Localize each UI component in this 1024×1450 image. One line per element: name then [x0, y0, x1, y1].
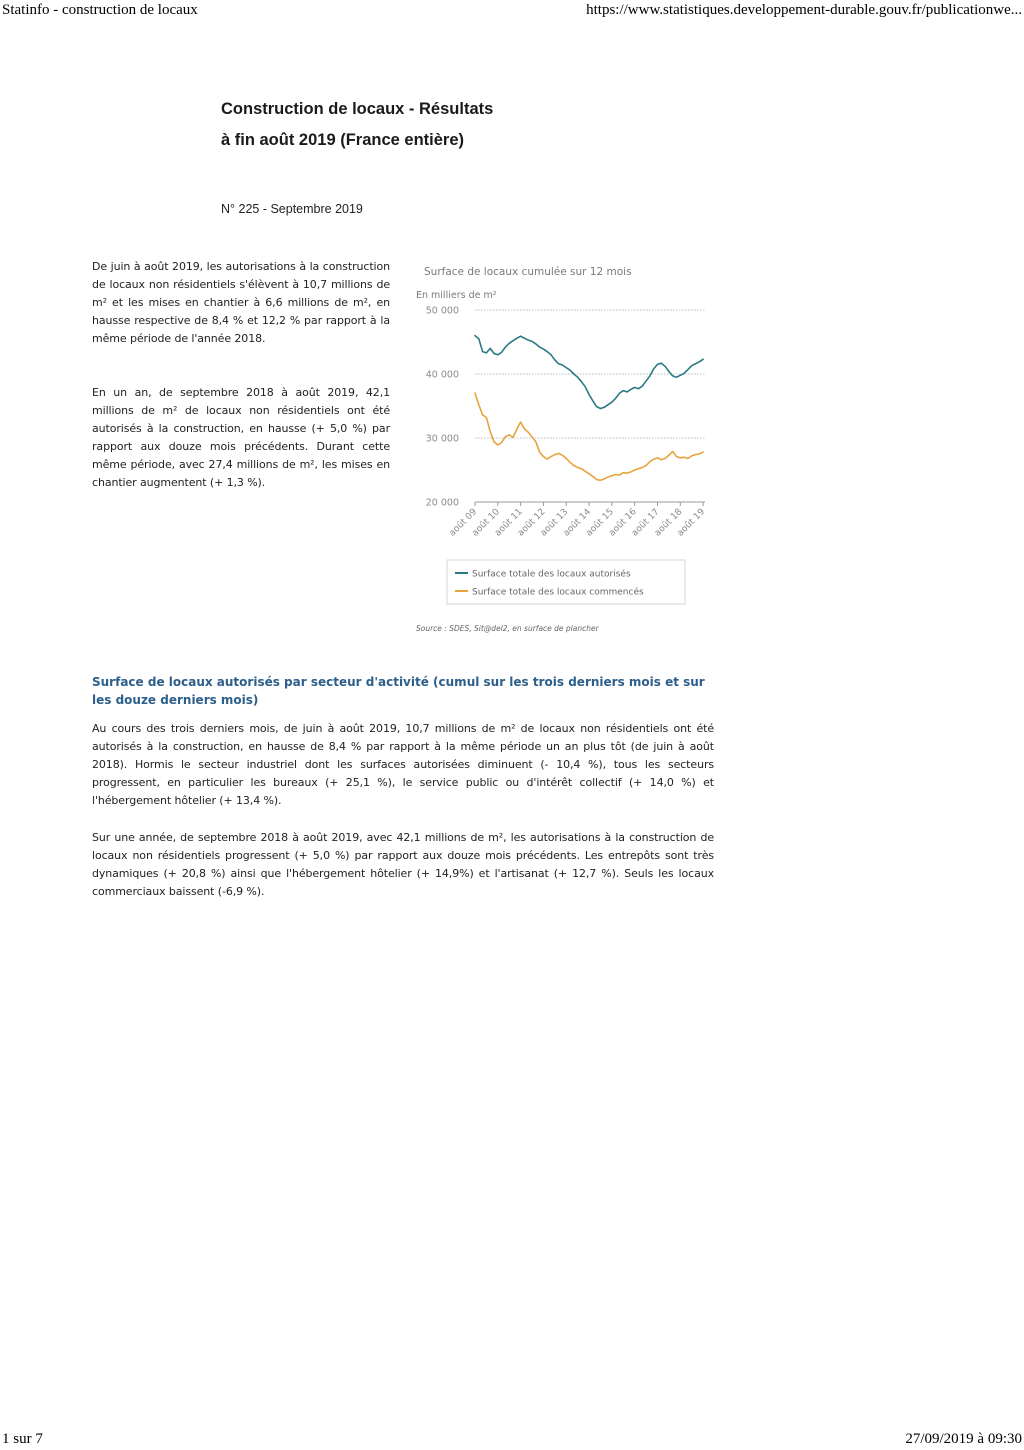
x-tick-label: août 19 — [675, 507, 708, 539]
page-title — [221, 94, 601, 156]
chart-source: Source : SDES, Sit@del2, en surface de plancher — [416, 624, 599, 633]
intro-paragraph-2: En un an, de septembre 2018 à août 2019, 42,1 millions de m² de locaux non résidentiels ont été autorisés à la construction, en hausse (+ 5,0 %) par rapport aux douze mois précédents. Durant cette même période, avec 27,4 millions de m², les mises en chantier augmentent (+ 1,3 %). — [92, 386, 390, 489]
x-tick-label: août 12 — [516, 507, 548, 539]
legend-label-started: Surface totale des locaux commencés — [472, 587, 644, 598]
x-tick-label: août 10 — [470, 507, 502, 539]
chart-svg — [405, 258, 725, 638]
x-tick-label: août 16 — [607, 507, 639, 539]
page-url[interactable]: https://www.statistiques.developpement-durable.gouv.fr/publicationwe... — [586, 2, 1022, 18]
page-title-line-2: à fin août 2019 (France entière) — [221, 131, 464, 149]
chart-y-ticks — [426, 306, 459, 509]
body-paragraph-2: Sur une année, de septembre 2018 à août 2019, avec 42,1 millions de m², les autorisations à la construction de locaux non résidentiels progressent (+ 5,0 %) par rapport aux douze mois précédents. Les entrepôts sont très dynamiques (+ 20,8 %) ainsi que l'hébergement hôtelier (+ 14,9%) et l'artisanat (+ 12,7 %). Seuls les locaux commerciaux baissent (-6,9 %). — [92, 831, 714, 898]
intro-paragraph-1: De juin à août 2019, les autorisations à la construction de locaux non résidentiels s'élèvent à 10,7 millions de m² et les mises en chantier à 6,6 millions de m², en hausse respective de 8,4 % et 12,2 % par rapport à la même période de l'année 2018. — [92, 260, 390, 345]
print-datetime: 27/09/2019 à 09:30 — [905, 1431, 1022, 1447]
surface-chart — [405, 258, 725, 638]
y-tick-label: 30 000 — [425, 433, 459, 445]
y-tick-label: 40 000 — [425, 369, 459, 381]
x-tick-label: août 17 — [630, 507, 662, 539]
chart-title: Surface de locaux cumulée sur 12 mois — [424, 266, 632, 278]
series-line-authorized — [475, 336, 703, 409]
x-tick-label: août 11 — [493, 507, 525, 539]
y-tick-label: 20 000 — [425, 497, 459, 509]
x-tick-label: août 14 — [561, 507, 594, 539]
body-paragraph-1: Au cours des trois derniers mois, de juin à août 2019, 10,7 millions de m² de locaux non résidentiels ont été autorisés à la construction, en hausse de 8,4 % par rapport à la même période un an plus tôt (de juin à août 2018). Hormis le secteur industriel dont les surfaces autorisées diminuent (- 10,4 %), tous les secteurs progressent, en particulier les bureaux (+ 25,1 %), le service public ou d'intérêt collectif (+ 14,0 %) et l'hébergement hôtelier (+ 13,4 %). — [92, 722, 714, 807]
legend-label-authorized: Surface totale des locaux autorisés — [472, 569, 631, 580]
browser-tab-title: Statinfo - construction de locaux — [2, 2, 198, 18]
chart-gridlines — [475, 310, 705, 502]
x-tick-label: août 13 — [538, 507, 571, 539]
x-tick-label: août 18 — [652, 507, 685, 539]
y-tick-label: 50 000 — [425, 305, 459, 317]
section-title: Surface de locaux autorisés par secteur d'activité (cumul sur les trois derniers mois et sur les douze derniers mois) — [92, 675, 705, 707]
chart-x-ticks — [448, 502, 708, 539]
issue-number: N° 225 - Septembre 2019 — [221, 202, 363, 216]
page-counter: 1 sur 7 — [2, 1431, 43, 1447]
chart-y-axis-label: En milliers de m² — [416, 290, 497, 301]
series-line-started — [475, 393, 703, 480]
chart-series — [475, 336, 703, 481]
x-tick-label: août 15 — [584, 507, 616, 539]
x-tick-label: août 09 — [447, 507, 480, 539]
chart-legend — [447, 560, 685, 604]
page-title-line-1: Construction de locaux - Résultats — [221, 100, 494, 118]
